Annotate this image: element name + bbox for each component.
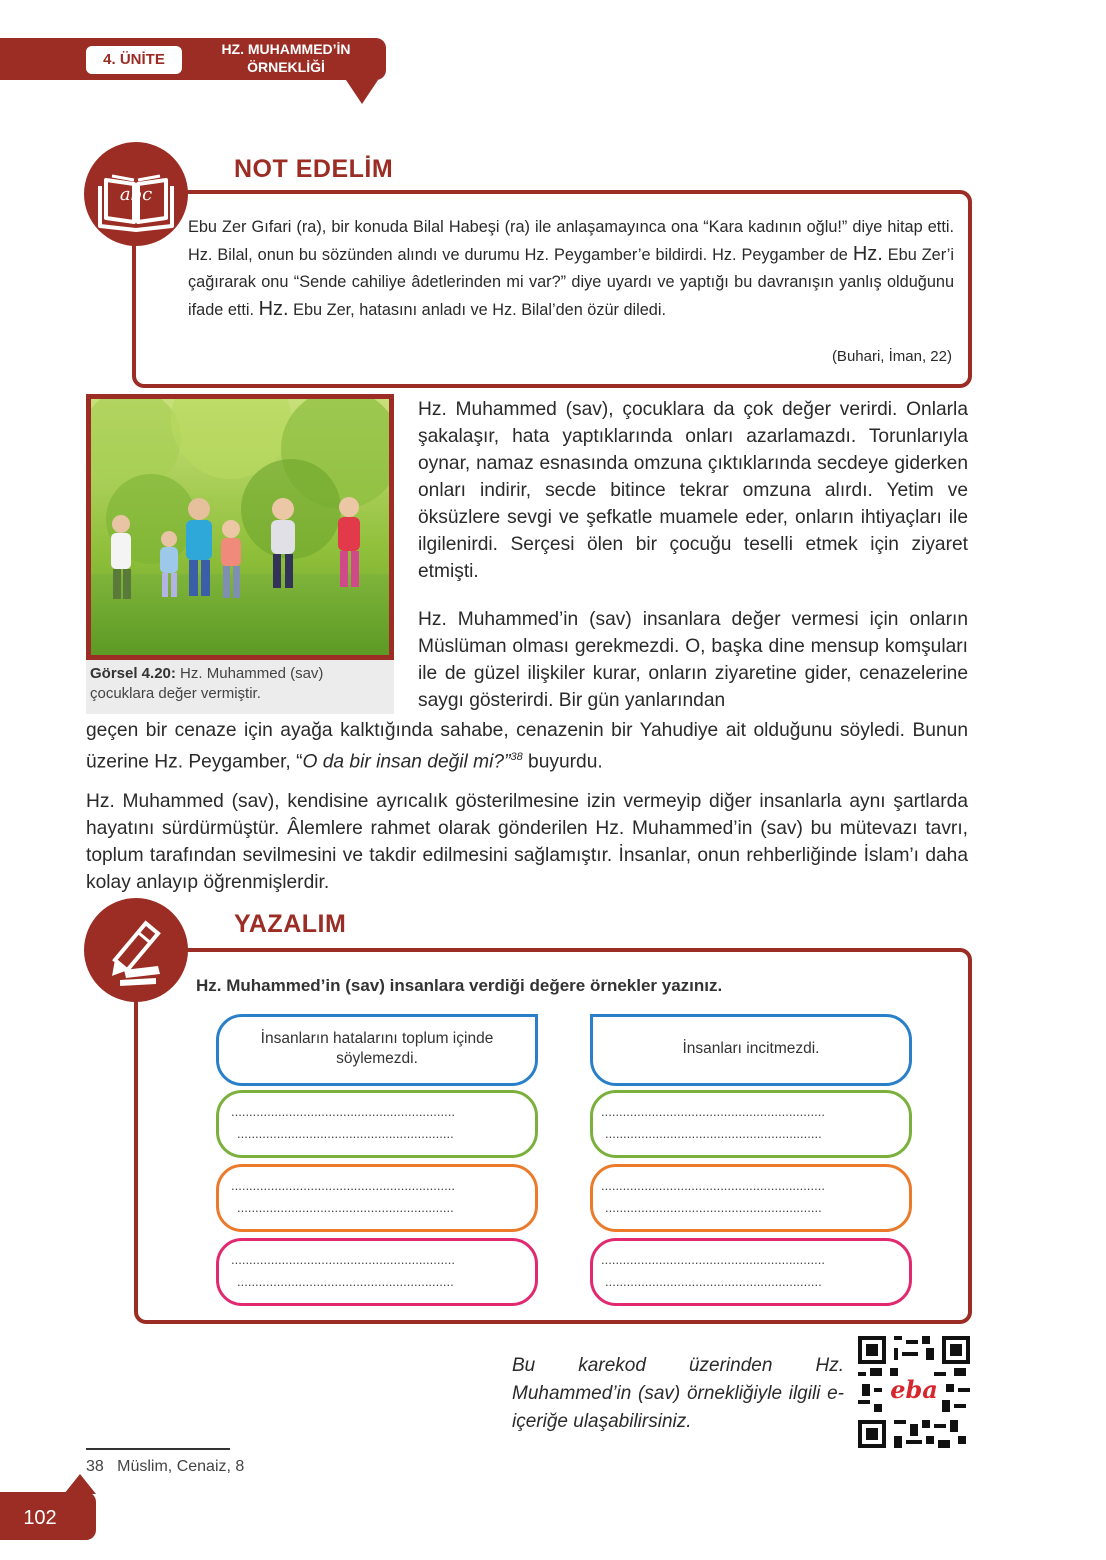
example-text-right: İnsanları incitmezdi.: [682, 1040, 820, 1057]
answer-pill-left-1[interactable]: [216, 1090, 538, 1158]
unit-title-line1: HZ. MUHAMMED’İN: [221, 41, 351, 57]
example-text-left: İnsanların hatalarını toplum içinde söylemezdi.: [260, 1030, 494, 1067]
note-icon-circle: [84, 142, 188, 246]
paragraph-humility: Hz. Muhammed (sav), kendisine ayrıcalık gösterilmesine izin vermeyip diğer insanlarla aynı şartlarda hayatını sürdürmüştür. Âlemlere rahmet olarak gönderilen Hz. Muhammed’in (sav) bu mütevazı tavrı, toplum tarafından sevilmesini ve takdir edilmesini sağlamıştır. İnsanlar, onun rehberliğinde İslam’ı daha kolay anlayıp öğrenmişlerdir.: [86, 791, 968, 893]
answer-dots-line2: ............................................................: [237, 1200, 454, 1215]
paragraph-children: Hz. Muhammed (sav), çocuklara da çok değer verirdi. Onlarla şakalaşır, hata yaptıklarında onları azarlamazdı. Torunlarıyla oynar, namaz esnasında omzuna çıktıklarında secdeye giderken onları indirir, secde bitince tekrar omzuna alırdı. Yetim ve öksüzlere sevgi ve şefkatle muamele eder, onların ihtiyaçları ile ilgilenirdi. Serçesi ölen bir çocuğu teselli etmek için ziyaret etmişti.: [418, 399, 968, 582]
note-hz-a: Hz.: [852, 243, 883, 265]
note-text-part1: Ebu Zer Gıfari (ra), bir konuda Bilal Habeşi (ra) ile anlaşamayınca ona “Kara kadının oğlu!” diye hitap etti. Hz. Bilal, onun bu sözünden alındı ve durumu Hz. Peygamber’e bildirdi. Hz. Peygamber de: [188, 218, 954, 264]
answer-dots-line2: ............................................................: [605, 1126, 822, 1141]
answer-dots-line2: ............................................................: [605, 1274, 822, 1289]
answer-dots-line2: ............................................................: [237, 1274, 454, 1289]
hadith-quote: O da bir insan değil mi?”: [302, 751, 511, 773]
abc-label: abc: [119, 184, 153, 205]
unit-title-line2: ÖRNEKLİĞİ: [247, 59, 325, 75]
answer-pill-right-1[interactable]: [590, 1090, 912, 1158]
footnote-reference: 38: [510, 751, 523, 763]
answer-dots-line1: ..............................................................: [231, 1104, 455, 1119]
note-title: NOT EDELİM: [234, 155, 394, 183]
answer-pill-right-3[interactable]: [590, 1238, 912, 1306]
answer-dots-line1: ..............................................................: [601, 1178, 825, 1193]
footnote-number: 38: [86, 1458, 104, 1475]
photo-caption: [90, 664, 390, 704]
unit-header-pointer: [346, 80, 378, 104]
answer-dots-line1: ..............................................................: [231, 1252, 455, 1267]
paragraph-neighbors-text: geçen bir cenaze için ayağa kalktığında sahabe, cenazenin bir Yahudiye ait olduğunu söyledi. Bunun üzerine Hz. Peygamber, “: [86, 720, 968, 773]
footnote-text: Müslim, Cenaiz, 8: [117, 1458, 245, 1475]
note-text: [188, 214, 954, 324]
answer-dots-line2: ............................................................: [605, 1200, 822, 1215]
caption-text: Hz. Muhammed (sav) çocuklara değer vermiştir.: [90, 665, 324, 702]
example-pill-left: [216, 1014, 538, 1086]
answer-pill-left-2[interactable]: [216, 1164, 538, 1232]
caption-label: Görsel 4.20:: [90, 665, 176, 682]
footnote: [86, 1458, 244, 1476]
note-text-part3: Ebu Zer, hatasını anladı ve Hz. Bilal’den özür diledi.: [288, 301, 667, 319]
note-source: (Buhari, İman, 22): [831, 348, 952, 365]
page-tab-pointer: [64, 1474, 96, 1494]
paragraph-neighbors-end: buyurdu.: [522, 751, 603, 773]
page-number: 102: [23, 1507, 57, 1529]
answer-dots-line1: ..............................................................: [601, 1104, 825, 1119]
answer-dots-line2: ............................................................: [237, 1126, 454, 1141]
unit-label: 4. ÜNİTE: [86, 46, 182, 74]
answer-pill-left-3[interactable]: [216, 1238, 538, 1306]
pencil-icon: [84, 898, 188, 1002]
children-running-photo: [91, 399, 389, 655]
answer-dots-line1: ..............................................................: [601, 1252, 825, 1267]
qr-description: Bu karekod üzerinden Hz. Muhammed’in (sav) örnekliğiyle ilgili e-içeriğe ulaşabilirsiniz.: [512, 1355, 844, 1432]
paragraph-neighbors-top: Hz. Muhammed’in (sav) insanlara değer vermesi için onların Müslüman olması gerekmezdi. O, başka dine mensup komşuları ile de güzel ilişkiler kurar, onların ziyaretine gider, cenazelerine saygı gösterirdi. Bir gün yanlarından: [418, 609, 968, 711]
answer-dots-line1: ..............................................................: [231, 1178, 455, 1193]
unit-title: [188, 40, 384, 76]
note-hz-b: Hz.: [258, 298, 289, 320]
example-pill-right: [590, 1014, 912, 1086]
writing-title: YAZALIM: [234, 910, 347, 938]
writing-icon-circle: [84, 898, 188, 1002]
eba-logo: eba: [890, 1375, 938, 1404]
note-text-part2: Ebu Zer’i çağırarak onu “Sende cahiliye âdetlerinden mi var?” diye uyardı ve yaptığı bu davranışın yanlış olduğunu ifade etti.: [188, 246, 954, 319]
qr-code[interactable]: [858, 1336, 970, 1448]
writing-prompt: Hz. Muhammed’in (sav) insanlara verdiği değere örnekler yazınız.: [196, 976, 723, 995]
answer-pill-right-2[interactable]: [590, 1164, 912, 1232]
paragraph-neighbors-bottom: [86, 717, 968, 775]
footnote-divider: [86, 1448, 230, 1450]
